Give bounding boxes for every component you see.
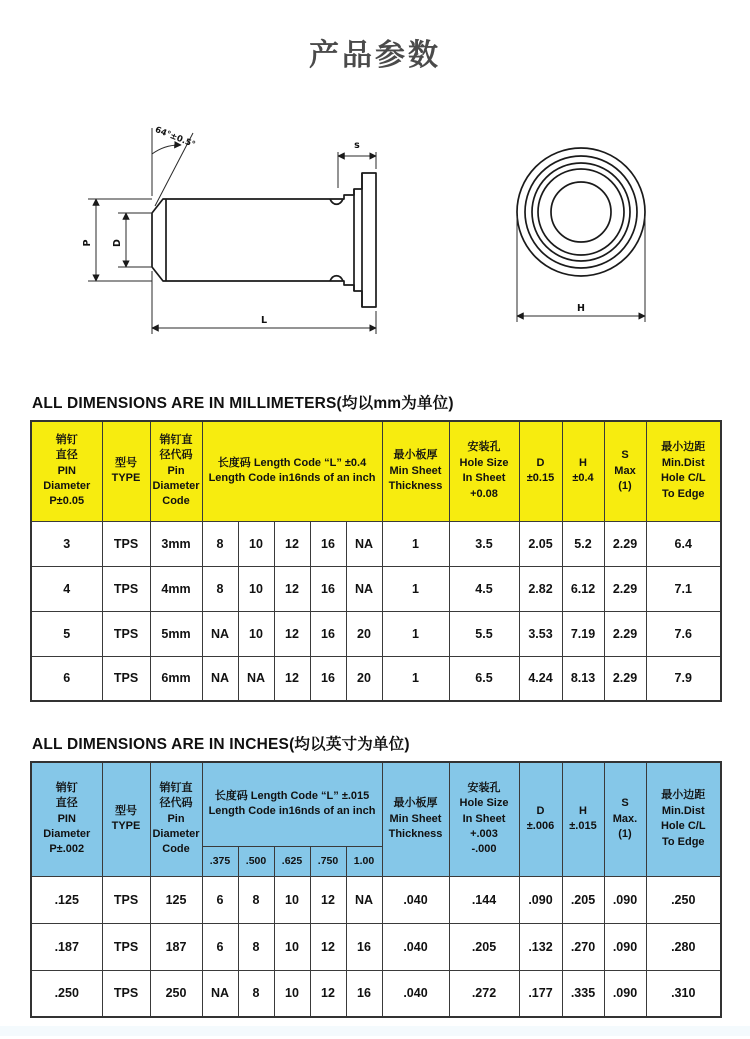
table-cell: 5mm: [150, 611, 202, 656]
table-cell: TPS: [102, 923, 150, 970]
table-cell: 8: [238, 970, 274, 1017]
pin-outline: [152, 173, 376, 307]
dim-label-d: D: [112, 239, 123, 247]
table-cell: 10: [274, 970, 310, 1017]
header-cell-h: H ±.015: [562, 762, 604, 876]
table-cell: 12: [310, 876, 346, 923]
table-cell: 2.29: [604, 656, 646, 701]
table-cell: .125: [31, 876, 102, 923]
table-cell: 7.1: [646, 566, 721, 611]
table-cell: 16: [346, 923, 382, 970]
dim-label-l: L: [260, 315, 268, 326]
table-cell: 10: [274, 876, 310, 923]
table-cell: .272: [449, 970, 519, 1017]
table-cell: 3: [31, 521, 102, 566]
table-cell: .040: [382, 923, 449, 970]
table-cell: .132: [519, 923, 562, 970]
table-cell: 3.5: [449, 521, 519, 566]
table-cell: 2.29: [604, 611, 646, 656]
table-cell: 10: [238, 521, 274, 566]
table-cell: TPS: [102, 611, 150, 656]
table-cell: 12: [310, 970, 346, 1017]
header-cell-length-subcol: .625: [274, 846, 310, 876]
table-cell: 16: [310, 521, 346, 566]
table-cell: 125: [150, 876, 202, 923]
table-cell: 4.24: [519, 656, 562, 701]
table-cell: 10: [238, 566, 274, 611]
table-cell: 12: [310, 923, 346, 970]
table-cell: .205: [562, 876, 604, 923]
table-row: [31, 566, 721, 611]
table-cell: 8: [202, 521, 238, 566]
table-cell: 16: [310, 611, 346, 656]
table-cell: 6mm: [150, 656, 202, 701]
table-row: [31, 656, 721, 701]
header-cell-min-sheet: 最小板厚 Min Sheet Thickness: [382, 762, 449, 876]
header-cell-hole-size: 安装孔 Hole Size In Sheet +.003 -.000: [449, 762, 519, 876]
dim-label-h: H: [577, 303, 585, 314]
table-cell: 6.12: [562, 566, 604, 611]
table-cell: .205: [449, 923, 519, 970]
table-cell: 7.6: [646, 611, 721, 656]
table-cell: 4.5: [449, 566, 519, 611]
table-cell: 20: [346, 656, 382, 701]
table-row: [31, 876, 721, 923]
circle-2: [525, 156, 637, 268]
table-cell: .187: [31, 923, 102, 970]
table-cell: NA: [238, 656, 274, 701]
table-cell: NA: [346, 566, 382, 611]
table-cell: .090: [604, 923, 646, 970]
header-cell-pin-code: 销钉直 径代码 Pin Diameter Code: [150, 762, 202, 876]
table-cell: 10: [238, 611, 274, 656]
table-cell: 2.29: [604, 521, 646, 566]
table-cell: 4: [31, 566, 102, 611]
header-cell-min-dist: 最小边距 Min.Dist Hole C/L To Edge: [646, 762, 721, 876]
table-cell: .310: [646, 970, 721, 1017]
table-row: [31, 521, 721, 566]
mm-table-heading: ALL DIMENSIONS ARE IN MILLIMETERS(均以mm为单位): [32, 395, 454, 412]
pin-front-view-drawing: [481, 124, 686, 352]
table-cell: 2.05: [519, 521, 562, 566]
table-cell: 12: [274, 656, 310, 701]
outer-circle: [517, 148, 645, 276]
table-cell: .040: [382, 970, 449, 1017]
header-cell-length-subcol: 1.00: [346, 846, 382, 876]
table-cell: 5: [31, 611, 102, 656]
table-cell: NA: [346, 521, 382, 566]
header-cell-d: D ±0.15: [519, 421, 562, 521]
table-cell: .090: [519, 876, 562, 923]
header-row: [31, 421, 721, 521]
table-cell: 6.4: [646, 521, 721, 566]
dim-label-s: s: [354, 140, 360, 151]
table-cell: 16: [310, 566, 346, 611]
table-cell: TPS: [102, 566, 150, 611]
table-cell: 7.9: [646, 656, 721, 701]
table-cell: 8: [238, 876, 274, 923]
table-cell: .250: [31, 970, 102, 1017]
table-cell: 3.53: [519, 611, 562, 656]
table-cell: .090: [604, 970, 646, 1017]
header-cell-d: D ±.006: [519, 762, 562, 876]
table-cell: 1: [382, 611, 449, 656]
table-cell: 1: [382, 566, 449, 611]
table-row: [31, 611, 721, 656]
header-cell-length-subcol: .500: [238, 846, 274, 876]
table-row: [31, 970, 721, 1017]
header-cell-length-subcol: .375: [202, 846, 238, 876]
table-cell: .144: [449, 876, 519, 923]
table-cell: 250: [150, 970, 202, 1017]
table-cell: .040: [382, 876, 449, 923]
header-cell-type: 型号 TYPE: [102, 421, 150, 521]
table-cell: 20: [346, 611, 382, 656]
table-cell: .335: [562, 970, 604, 1017]
table-cell: 16: [346, 970, 382, 1017]
page-title: 产品参数: [309, 39, 441, 72]
header-cell-type: 型号 TYPE: [102, 762, 150, 876]
table-cell: 5.5: [449, 611, 519, 656]
table-cell: 12: [274, 521, 310, 566]
header-cell-s: S Max. (1): [604, 762, 646, 876]
table-cell: .270: [562, 923, 604, 970]
header-cell-h: H ±0.4: [562, 421, 604, 521]
bottom-strip: [0, 1026, 750, 1036]
header-cell-length-code: 长度码 Length Code “L” ±.015 Length Code in16nds of an inch: [202, 762, 382, 846]
table-row: [31, 923, 721, 970]
table-cell: TPS: [102, 876, 150, 923]
angle-label: 64°±0.5°: [153, 124, 197, 151]
table-cell: 1: [382, 521, 449, 566]
table-cell: 4mm: [150, 566, 202, 611]
table-cell: 12: [274, 611, 310, 656]
table-cell: .177: [519, 970, 562, 1017]
table-cell: TPS: [102, 970, 150, 1017]
header-cell-hole-size: 安装孔 Hole Size In Sheet +0.08: [449, 421, 519, 521]
table-cell: 187: [150, 923, 202, 970]
technical-drawings: [58, 116, 750, 361]
header-row: [31, 762, 721, 846]
inch-dimensions-table: [30, 761, 722, 1018]
table-cell: 6.5: [449, 656, 519, 701]
inch-table-heading: ALL DIMENSIONS ARE IN INCHES(均以英寸为单位): [32, 736, 410, 753]
table-cell: TPS: [102, 656, 150, 701]
table-cell: .280: [646, 923, 721, 970]
header-cell-min-dist: 最小边距 Min.Dist Hole C/L To Edge: [646, 421, 721, 521]
table-cell: .250: [646, 876, 721, 923]
table-cell: 6: [202, 923, 238, 970]
table-cell: 8: [202, 566, 238, 611]
table-cell: 8: [238, 923, 274, 970]
pin-side-view-drawing: [58, 116, 423, 361]
table-cell: 2.29: [604, 566, 646, 611]
table-cell: TPS: [102, 521, 150, 566]
header-cell-pin-diameter: 销钉 直径 PIN Diameter P±.002: [31, 762, 102, 876]
table-cell: 3mm: [150, 521, 202, 566]
mm-dimensions-table: [30, 420, 722, 702]
table-cell: 8.13: [562, 656, 604, 701]
table-cell: NA: [346, 876, 382, 923]
header-cell-length-subcol: .750: [310, 846, 346, 876]
table-cell: 10: [274, 923, 310, 970]
table-cell: .090: [604, 876, 646, 923]
header-cell-s: S Max (1): [604, 421, 646, 521]
table-cell: 2.82: [519, 566, 562, 611]
table-cell: NA: [202, 970, 238, 1017]
bore-circle: [551, 182, 611, 242]
table-cell: 1: [382, 656, 449, 701]
table-cell: NA: [202, 656, 238, 701]
header-cell-min-sheet: 最小板厚 Min Sheet Thickness: [382, 421, 449, 521]
table-cell: 16: [310, 656, 346, 701]
table-cell: 5.2: [562, 521, 604, 566]
circle-3: [532, 163, 630, 261]
header-cell-pin-code: 销钉直 径代码 Pin Diameter Code: [150, 421, 202, 521]
header-cell-length-code: 长度码 Length Code “L” ±0.4 Length Code in16nds of an inch: [202, 421, 382, 521]
table-cell: 6: [202, 876, 238, 923]
dim-label-p: P: [82, 239, 93, 247]
table-cell: NA: [202, 611, 238, 656]
table-cell: 12: [274, 566, 310, 611]
header-cell-pin-diameter: 销钉 直径 PIN Diameter P±0.05: [31, 421, 102, 521]
table-cell: 6: [31, 656, 102, 701]
table-cell: 7.19: [562, 611, 604, 656]
